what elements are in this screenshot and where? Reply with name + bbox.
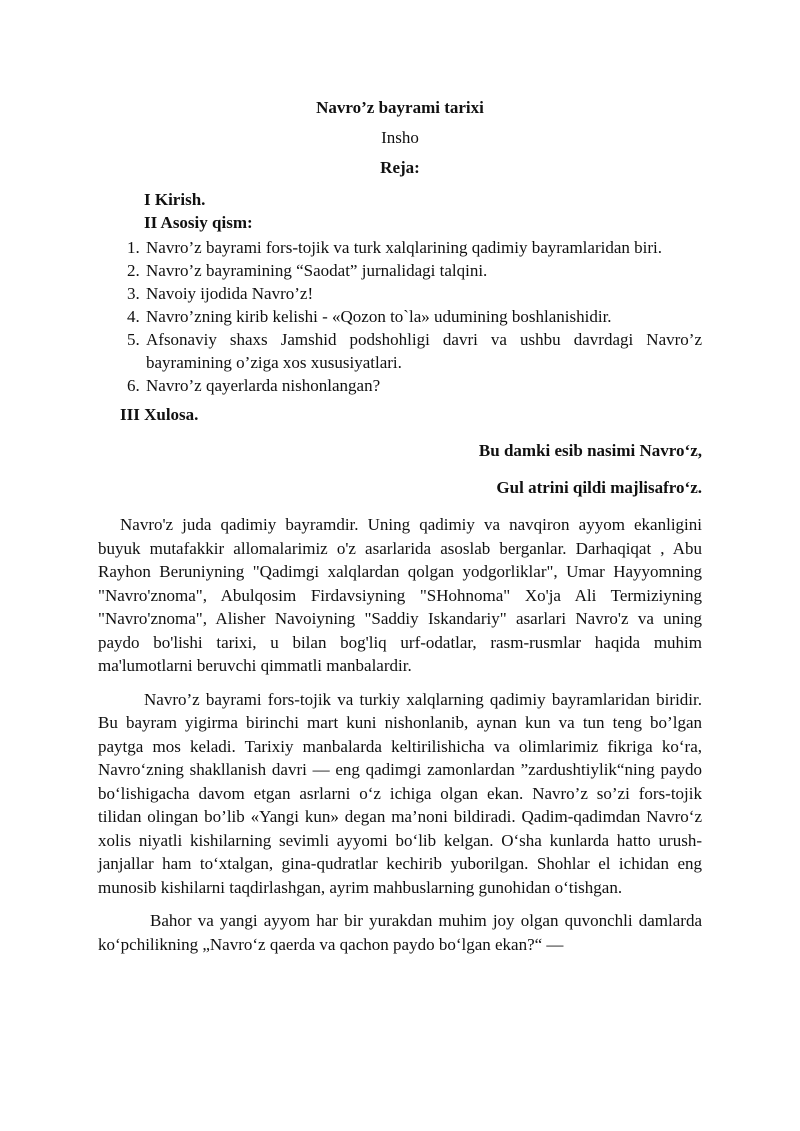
plan-item-5: 5. Afsonaviy shaxs Jamshid podshohligi davri va ushbu davrdagi Navro’z bayramining o’ziga xos xususiyatlari.: [144, 328, 702, 374]
plan-item-4: 4. Navro’zning kirib kelishi - «Qozon to`la» udumining boshlanishidir.: [144, 305, 702, 328]
plan-heading: Reja:: [380, 158, 420, 177]
paragraph-2: Navro’z bayrami fors-tojik va turkiy xalqlarning qadimiy bayramlaridan biridir. Bu bayram yigirma birinchi mart kuni nishonlanib, aynan kun va tun teng bo’lgan paytga mos keladi. Tarixiy manbalarda keltirilishicha va olimlarimiz fikriga ko‘ra, Navro‘zning shakllanish davri — eng qadimgi zamonlardan ”zardushtiylik“ning paydo bo‘lishigacha davom etgan asrlarni o‘z ichiga olgan ekan. Navro’z so’zi fors-tojik tilidan olingan bo’lib «Yangi kun» degan ma’noni bildiradi. Qadim-qadimdan Navro‘z xolis niyatli kishilarning sevimli ayyomi bo‘lib kelgan. O‘sha kunlarda hatto urush-janjallar ham to‘xtalgan, gina-qudratlar kechirib yuborilgan. Shohlar el ichidan eng munosib kishilarni taqdirlashgan, ayrim mahbuslarning gunohidan o‘tishgan.: [98, 689, 702, 897]
paragraph-1: Navro'z juda qadimiy bayramdir. Uning qadimiy va navqiron ayyom ekanligini buyuk mutafakkir allomalarimiz o'z asarlarida asoslab berganlar. Darhaqiqat , Abu Rayhon Beruniyning "Qadimgi xalqlardan qolgan yodgorliklar", Umar Hayyomning "Navro'znoma", Abulqosim Firdavsiyning "SHohnoma" Xo'ja Ali Termiziyning "Navro'znoma", Alisher Navoiyning "Saddiy Iskandariy" asarlari Navro'z va uning paydo bo'lishi tarixi, u bilan bog'liq urf-odatlar, rasm-rusmlar haqida muhim ma'lumotlarni beruvchi qimmatli manbalardir.: [98, 515, 702, 675]
plan-item-3: 3. Navoiy ijodida Navro’z!: [144, 282, 702, 305]
document-title: Navro’z bayrami tarixi: [316, 98, 484, 117]
paragraph-3: Bahor va yangi ayyom har bir yurakdan muhim joy olgan quvonchli damlarda ko‘pchilikning „Navro‘z qaerda va qachon paydo bo‘lgan ekan?“ —: [98, 911, 702, 954]
document-subtitle: Insho: [381, 128, 419, 147]
plan-item-6: 6. Navro’z qayerlarda nishonlangan?: [144, 374, 702, 397]
epigraph-line-1: Bu damki esib nasimi Navro‘z,: [478, 441, 702, 460]
section-main: II Asosiy qism:: [144, 213, 253, 232]
section-intro: I Kirish.: [144, 190, 206, 209]
epigraph-line-2: Gul atrini qildi majlisafro‘z.: [496, 478, 702, 497]
plan-item-1: 1. Navro’z bayrami fors-tojik va turk xalqlarining qadimiy bayramlaridan biri.: [144, 236, 702, 259]
section-conclusion: III Xulosa.: [120, 405, 199, 424]
plan-list: [98, 236, 702, 397]
plan-item-2: 2. Navro’z bayramining “Saodat” jurnalidagi talqini.: [144, 259, 702, 282]
